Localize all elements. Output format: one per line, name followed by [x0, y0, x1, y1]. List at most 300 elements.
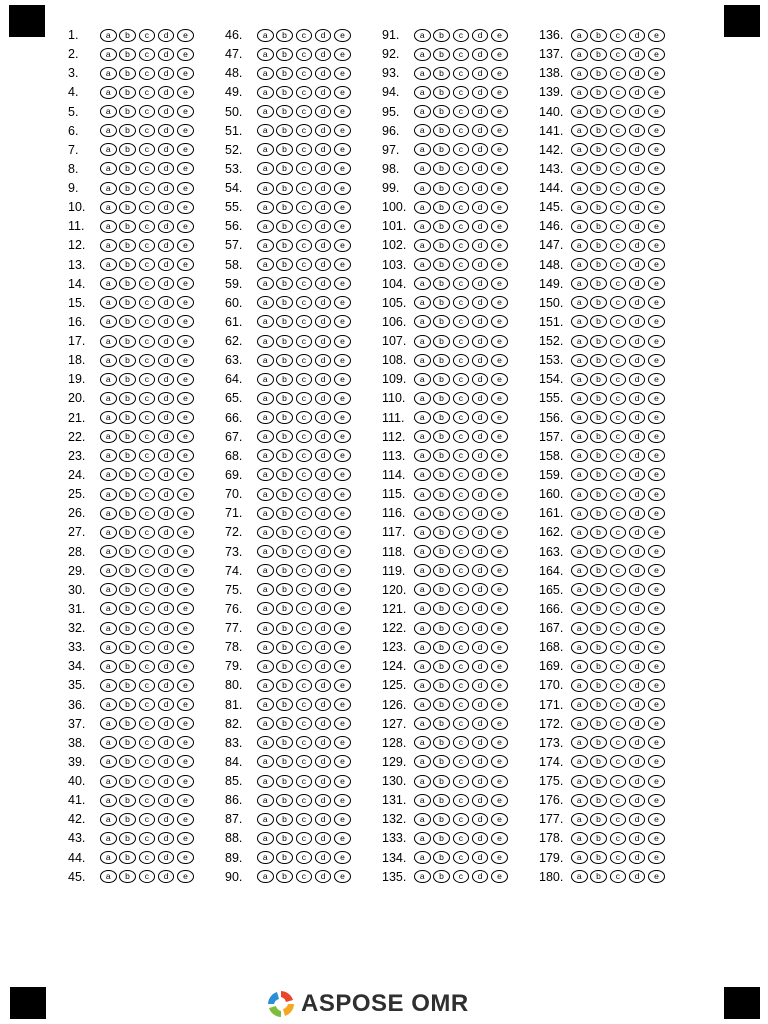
answer-bubble-b[interactable]: b	[590, 564, 607, 577]
answer-bubble-e[interactable]: e	[177, 277, 194, 290]
answer-bubble-b[interactable]: b	[119, 143, 136, 156]
answer-bubble-c[interactable]: c	[296, 755, 313, 768]
answer-bubble-e[interactable]: e	[177, 430, 194, 443]
answer-bubble-a[interactable]: a	[414, 717, 431, 730]
answer-bubble-a[interactable]: a	[414, 755, 431, 768]
answer-bubble-e[interactable]: e	[648, 775, 665, 788]
answer-bubble-e[interactable]: e	[334, 201, 351, 214]
answer-bubble-d[interactable]: d	[472, 583, 489, 596]
answer-bubble-b[interactable]: b	[276, 679, 293, 692]
answer-bubble-b[interactable]: b	[276, 488, 293, 501]
answer-bubble-c[interactable]: c	[453, 373, 470, 386]
answer-bubble-e[interactable]: e	[491, 679, 508, 692]
answer-bubble-a[interactable]: a	[257, 277, 274, 290]
answer-bubble-a[interactable]: a	[414, 794, 431, 807]
answer-bubble-c[interactable]: c	[453, 870, 470, 883]
answer-bubble-e[interactable]: e	[648, 392, 665, 405]
answer-bubble-d[interactable]: d	[158, 86, 175, 99]
answer-bubble-a[interactable]: a	[571, 411, 588, 424]
answer-bubble-a[interactable]: a	[414, 813, 431, 826]
answer-bubble-d[interactable]: d	[472, 162, 489, 175]
answer-bubble-c[interactable]: c	[610, 755, 627, 768]
answer-bubble-c[interactable]: c	[610, 507, 627, 520]
answer-bubble-b[interactable]: b	[119, 679, 136, 692]
answer-bubble-c[interactable]: c	[610, 526, 627, 539]
answer-bubble-b[interactable]: b	[276, 392, 293, 405]
answer-bubble-a[interactable]: a	[100, 736, 117, 749]
answer-bubble-d[interactable]: d	[629, 277, 646, 290]
answer-bubble-e[interactable]: e	[334, 545, 351, 558]
answer-bubble-e[interactable]: e	[177, 717, 194, 730]
answer-bubble-c[interactable]: c	[296, 449, 313, 462]
answer-bubble-a[interactable]: a	[571, 48, 588, 61]
answer-bubble-a[interactable]: a	[257, 29, 274, 42]
answer-bubble-d[interactable]: d	[472, 105, 489, 118]
answer-bubble-a[interactable]: a	[100, 162, 117, 175]
answer-bubble-c[interactable]: c	[610, 411, 627, 424]
answer-bubble-b[interactable]: b	[433, 124, 450, 137]
answer-bubble-b[interactable]: b	[590, 182, 607, 195]
answer-bubble-b[interactable]: b	[590, 622, 607, 635]
answer-bubble-b[interactable]: b	[433, 468, 450, 481]
answer-bubble-e[interactable]: e	[334, 86, 351, 99]
answer-bubble-d[interactable]: d	[629, 794, 646, 807]
answer-bubble-d[interactable]: d	[629, 622, 646, 635]
answer-bubble-d[interactable]: d	[629, 449, 646, 462]
answer-bubble-e[interactable]: e	[334, 507, 351, 520]
answer-bubble-e[interactable]: e	[491, 239, 508, 252]
answer-bubble-a[interactable]: a	[414, 488, 431, 501]
answer-bubble-e[interactable]: e	[491, 794, 508, 807]
answer-bubble-b[interactable]: b	[119, 277, 136, 290]
answer-bubble-a[interactable]: a	[257, 755, 274, 768]
answer-bubble-a[interactable]: a	[100, 182, 117, 195]
answer-bubble-b[interactable]: b	[433, 736, 450, 749]
answer-bubble-a[interactable]: a	[100, 201, 117, 214]
answer-bubble-e[interactable]: e	[177, 564, 194, 577]
answer-bubble-b[interactable]: b	[276, 48, 293, 61]
answer-bubble-d[interactable]: d	[629, 488, 646, 501]
answer-bubble-c[interactable]: c	[139, 449, 156, 462]
answer-bubble-a[interactable]: a	[414, 354, 431, 367]
answer-bubble-d[interactable]: d	[315, 277, 332, 290]
answer-bubble-d[interactable]: d	[315, 182, 332, 195]
answer-bubble-b[interactable]: b	[590, 201, 607, 214]
answer-bubble-a[interactable]: a	[571, 258, 588, 271]
answer-bubble-b[interactable]: b	[119, 296, 136, 309]
answer-bubble-e[interactable]: e	[491, 277, 508, 290]
answer-bubble-b[interactable]: b	[590, 258, 607, 271]
answer-bubble-b[interactable]: b	[119, 373, 136, 386]
answer-bubble-a[interactable]: a	[571, 373, 588, 386]
answer-bubble-a[interactable]: a	[100, 507, 117, 520]
answer-bubble-b[interactable]: b	[590, 602, 607, 615]
answer-bubble-c[interactable]: c	[453, 392, 470, 405]
answer-bubble-a[interactable]: a	[414, 411, 431, 424]
answer-bubble-c[interactable]: c	[139, 315, 156, 328]
answer-bubble-e[interactable]: e	[334, 162, 351, 175]
answer-bubble-a[interactable]: a	[257, 545, 274, 558]
answer-bubble-d[interactable]: d	[158, 430, 175, 443]
answer-bubble-c[interactable]: c	[453, 354, 470, 367]
answer-bubble-c[interactable]: c	[296, 296, 313, 309]
answer-bubble-d[interactable]: d	[629, 143, 646, 156]
answer-bubble-c[interactable]: c	[296, 736, 313, 749]
answer-bubble-d[interactable]: d	[629, 48, 646, 61]
answer-bubble-b[interactable]: b	[119, 660, 136, 673]
answer-bubble-a[interactable]: a	[100, 392, 117, 405]
answer-bubble-b[interactable]: b	[119, 602, 136, 615]
answer-bubble-e[interactable]: e	[334, 373, 351, 386]
answer-bubble-d[interactable]: d	[629, 755, 646, 768]
answer-bubble-d[interactable]: d	[472, 239, 489, 252]
answer-bubble-d[interactable]: d	[158, 411, 175, 424]
answer-bubble-c[interactable]: c	[453, 143, 470, 156]
answer-bubble-b[interactable]: b	[119, 29, 136, 42]
answer-bubble-a[interactable]: a	[257, 488, 274, 501]
answer-bubble-c[interactable]: c	[296, 813, 313, 826]
answer-bubble-c[interactable]: c	[610, 717, 627, 730]
answer-bubble-b[interactable]: b	[276, 354, 293, 367]
answer-bubble-b[interactable]: b	[590, 698, 607, 711]
answer-bubble-d[interactable]: d	[315, 86, 332, 99]
answer-bubble-d[interactable]: d	[158, 526, 175, 539]
answer-bubble-c[interactable]: c	[139, 851, 156, 864]
answer-bubble-d[interactable]: d	[158, 67, 175, 80]
answer-bubble-d[interactable]: d	[472, 67, 489, 80]
answer-bubble-e[interactable]: e	[491, 335, 508, 348]
answer-bubble-c[interactable]: c	[610, 296, 627, 309]
answer-bubble-b[interactable]: b	[119, 717, 136, 730]
answer-bubble-b[interactable]: b	[119, 870, 136, 883]
answer-bubble-d[interactable]: d	[158, 755, 175, 768]
answer-bubble-d[interactable]: d	[158, 736, 175, 749]
answer-bubble-d[interactable]: d	[315, 507, 332, 520]
answer-bubble-e[interactable]: e	[177, 411, 194, 424]
answer-bubble-e[interactable]: e	[177, 86, 194, 99]
answer-bubble-b[interactable]: b	[433, 162, 450, 175]
answer-bubble-c[interactable]: c	[610, 622, 627, 635]
answer-bubble-c[interactable]: c	[610, 182, 627, 195]
answer-bubble-c[interactable]: c	[610, 545, 627, 558]
answer-bubble-a[interactable]: a	[414, 258, 431, 271]
answer-bubble-d[interactable]: d	[472, 679, 489, 692]
answer-bubble-c[interactable]: c	[139, 602, 156, 615]
answer-bubble-d[interactable]: d	[158, 182, 175, 195]
answer-bubble-d[interactable]: d	[315, 220, 332, 233]
answer-bubble-b[interactable]: b	[433, 201, 450, 214]
answer-bubble-e[interactable]: e	[648, 870, 665, 883]
answer-bubble-d[interactable]: d	[315, 851, 332, 864]
answer-bubble-d[interactable]: d	[158, 832, 175, 845]
answer-bubble-a[interactable]: a	[414, 392, 431, 405]
answer-bubble-e[interactable]: e	[334, 335, 351, 348]
answer-bubble-b[interactable]: b	[276, 794, 293, 807]
answer-bubble-c[interactable]: c	[296, 641, 313, 654]
answer-bubble-e[interactable]: e	[648, 411, 665, 424]
answer-bubble-d[interactable]: d	[629, 392, 646, 405]
answer-bubble-e[interactable]: e	[648, 526, 665, 539]
answer-bubble-b[interactable]: b	[590, 392, 607, 405]
answer-bubble-e[interactable]: e	[648, 220, 665, 233]
answer-bubble-c[interactable]: c	[139, 373, 156, 386]
answer-bubble-d[interactable]: d	[315, 29, 332, 42]
answer-bubble-d[interactable]: d	[472, 124, 489, 137]
answer-bubble-d[interactable]: d	[629, 67, 646, 80]
answer-bubble-c[interactable]: c	[296, 526, 313, 539]
answer-bubble-d[interactable]: d	[472, 335, 489, 348]
answer-bubble-b[interactable]: b	[276, 870, 293, 883]
answer-bubble-b[interactable]: b	[119, 220, 136, 233]
answer-bubble-b[interactable]: b	[433, 622, 450, 635]
answer-bubble-e[interactable]: e	[491, 220, 508, 233]
answer-bubble-c[interactable]: c	[139, 335, 156, 348]
answer-bubble-e[interactable]: e	[648, 335, 665, 348]
answer-bubble-b[interactable]: b	[119, 411, 136, 424]
answer-bubble-d[interactable]: d	[472, 468, 489, 481]
answer-bubble-b[interactable]: b	[119, 794, 136, 807]
answer-bubble-c[interactable]: c	[453, 258, 470, 271]
answer-bubble-e[interactable]: e	[334, 832, 351, 845]
answer-bubble-b[interactable]: b	[119, 564, 136, 577]
answer-bubble-e[interactable]: e	[491, 67, 508, 80]
answer-bubble-a[interactable]: a	[571, 622, 588, 635]
answer-bubble-c[interactable]: c	[296, 870, 313, 883]
answer-bubble-d[interactable]: d	[629, 430, 646, 443]
answer-bubble-a[interactable]: a	[100, 813, 117, 826]
answer-bubble-b[interactable]: b	[119, 201, 136, 214]
answer-bubble-a[interactable]: a	[100, 755, 117, 768]
answer-bubble-c[interactable]: c	[453, 775, 470, 788]
answer-bubble-e[interactable]: e	[491, 507, 508, 520]
answer-bubble-a[interactable]: a	[571, 67, 588, 80]
answer-bubble-b[interactable]: b	[119, 258, 136, 271]
answer-bubble-a[interactable]: a	[414, 660, 431, 673]
answer-bubble-c[interactable]: c	[453, 182, 470, 195]
answer-bubble-a[interactable]: a	[414, 622, 431, 635]
answer-bubble-c[interactable]: c	[296, 507, 313, 520]
answer-bubble-a[interactable]: a	[100, 315, 117, 328]
answer-bubble-a[interactable]: a	[257, 641, 274, 654]
answer-bubble-a[interactable]: a	[571, 526, 588, 539]
answer-bubble-b[interactable]: b	[433, 220, 450, 233]
answer-bubble-d[interactable]: d	[158, 698, 175, 711]
answer-bubble-c[interactable]: c	[296, 86, 313, 99]
answer-bubble-d[interactable]: d	[472, 315, 489, 328]
answer-bubble-e[interactable]: e	[334, 583, 351, 596]
answer-bubble-d[interactable]: d	[158, 354, 175, 367]
answer-bubble-d[interactable]: d	[158, 124, 175, 137]
answer-bubble-e[interactable]: e	[334, 717, 351, 730]
answer-bubble-a[interactable]: a	[414, 220, 431, 233]
answer-bubble-c[interactable]: c	[139, 354, 156, 367]
answer-bubble-c[interactable]: c	[610, 564, 627, 577]
answer-bubble-d[interactable]: d	[629, 870, 646, 883]
answer-bubble-c[interactable]: c	[453, 468, 470, 481]
answer-bubble-d[interactable]: d	[315, 162, 332, 175]
answer-bubble-d[interactable]: d	[315, 755, 332, 768]
answer-bubble-c[interactable]: c	[610, 48, 627, 61]
answer-bubble-e[interactable]: e	[334, 296, 351, 309]
answer-bubble-c[interactable]: c	[610, 602, 627, 615]
answer-bubble-d[interactable]: d	[472, 641, 489, 654]
answer-bubble-a[interactable]: a	[571, 86, 588, 99]
answer-bubble-e[interactable]: e	[334, 526, 351, 539]
answer-bubble-c[interactable]: c	[453, 832, 470, 845]
answer-bubble-c[interactable]: c	[453, 602, 470, 615]
answer-bubble-d[interactable]: d	[315, 67, 332, 80]
answer-bubble-d[interactable]: d	[472, 775, 489, 788]
answer-bubble-d[interactable]: d	[472, 755, 489, 768]
answer-bubble-b[interactable]: b	[433, 277, 450, 290]
answer-bubble-b[interactable]: b	[119, 813, 136, 826]
answer-bubble-c[interactable]: c	[610, 468, 627, 481]
answer-bubble-b[interactable]: b	[590, 239, 607, 252]
answer-bubble-c[interactable]: c	[139, 870, 156, 883]
answer-bubble-d[interactable]: d	[315, 775, 332, 788]
answer-bubble-d[interactable]: d	[315, 813, 332, 826]
answer-bubble-e[interactable]: e	[491, 162, 508, 175]
answer-bubble-a[interactable]: a	[257, 105, 274, 118]
answer-bubble-a[interactable]: a	[571, 354, 588, 367]
answer-bubble-e[interactable]: e	[177, 775, 194, 788]
answer-bubble-b[interactable]: b	[433, 832, 450, 845]
answer-bubble-b[interactable]: b	[119, 641, 136, 654]
answer-bubble-a[interactable]: a	[257, 602, 274, 615]
answer-bubble-e[interactable]: e	[177, 392, 194, 405]
answer-bubble-e[interactable]: e	[648, 736, 665, 749]
answer-bubble-b[interactable]: b	[276, 86, 293, 99]
answer-bubble-a[interactable]: a	[100, 277, 117, 290]
answer-bubble-a[interactable]: a	[414, 583, 431, 596]
answer-bubble-d[interactable]: d	[315, 105, 332, 118]
answer-bubble-b[interactable]: b	[119, 545, 136, 558]
answer-bubble-c[interactable]: c	[453, 794, 470, 807]
answer-bubble-b[interactable]: b	[119, 48, 136, 61]
answer-bubble-b[interactable]: b	[590, 755, 607, 768]
answer-bubble-d[interactable]: d	[629, 182, 646, 195]
answer-bubble-a[interactable]: a	[257, 870, 274, 883]
answer-bubble-d[interactable]: d	[315, 679, 332, 692]
answer-bubble-d[interactable]: d	[472, 430, 489, 443]
answer-bubble-d[interactable]: d	[158, 717, 175, 730]
answer-bubble-e[interactable]: e	[491, 354, 508, 367]
answer-bubble-c[interactable]: c	[296, 430, 313, 443]
answer-bubble-a[interactable]: a	[100, 660, 117, 673]
answer-bubble-b[interactable]: b	[433, 430, 450, 443]
answer-bubble-d[interactable]: d	[472, 526, 489, 539]
answer-bubble-d[interactable]: d	[629, 315, 646, 328]
answer-bubble-e[interactable]: e	[648, 105, 665, 118]
answer-bubble-a[interactable]: a	[100, 67, 117, 80]
answer-bubble-b[interactable]: b	[119, 239, 136, 252]
answer-bubble-b[interactable]: b	[119, 105, 136, 118]
answer-bubble-a[interactable]: a	[571, 143, 588, 156]
answer-bubble-e[interactable]: e	[648, 162, 665, 175]
answer-bubble-b[interactable]: b	[433, 794, 450, 807]
answer-bubble-e[interactable]: e	[334, 622, 351, 635]
answer-bubble-d[interactable]: d	[629, 335, 646, 348]
answer-bubble-b[interactable]: b	[276, 775, 293, 788]
answer-bubble-a[interactable]: a	[257, 143, 274, 156]
answer-bubble-c[interactable]: c	[296, 48, 313, 61]
answer-bubble-c[interactable]: c	[139, 564, 156, 577]
answer-bubble-b[interactable]: b	[276, 717, 293, 730]
answer-bubble-a[interactable]: a	[571, 698, 588, 711]
answer-bubble-e[interactable]: e	[177, 660, 194, 673]
answer-bubble-d[interactable]: d	[629, 373, 646, 386]
answer-bubble-a[interactable]: a	[100, 296, 117, 309]
answer-bubble-d[interactable]: d	[158, 315, 175, 328]
answer-bubble-b[interactable]: b	[590, 583, 607, 596]
answer-bubble-a[interactable]: a	[571, 29, 588, 42]
answer-bubble-c[interactable]: c	[296, 583, 313, 596]
answer-bubble-a[interactable]: a	[571, 182, 588, 195]
answer-bubble-e[interactable]: e	[648, 622, 665, 635]
answer-bubble-a[interactable]: a	[571, 717, 588, 730]
answer-bubble-a[interactable]: a	[571, 468, 588, 481]
answer-bubble-a[interactable]: a	[571, 162, 588, 175]
answer-bubble-e[interactable]: e	[334, 48, 351, 61]
answer-bubble-b[interactable]: b	[119, 124, 136, 137]
answer-bubble-e[interactable]: e	[491, 698, 508, 711]
answer-bubble-b[interactable]: b	[276, 162, 293, 175]
answer-bubble-d[interactable]: d	[629, 220, 646, 233]
answer-bubble-a[interactable]: a	[100, 48, 117, 61]
answer-bubble-b[interactable]: b	[276, 755, 293, 768]
answer-bubble-d[interactable]: d	[629, 29, 646, 42]
answer-bubble-b[interactable]: b	[276, 67, 293, 80]
answer-bubble-a[interactable]: a	[571, 545, 588, 558]
answer-bubble-b[interactable]: b	[276, 564, 293, 577]
answer-bubble-a[interactable]: a	[571, 602, 588, 615]
answer-bubble-a[interactable]: a	[414, 564, 431, 577]
answer-bubble-a[interactable]: a	[414, 698, 431, 711]
answer-bubble-a[interactable]: a	[571, 220, 588, 233]
answer-bubble-c[interactable]: c	[139, 48, 156, 61]
answer-bubble-c[interactable]: c	[139, 583, 156, 596]
answer-bubble-e[interactable]: e	[334, 468, 351, 481]
answer-bubble-c[interactable]: c	[296, 468, 313, 481]
answer-bubble-c[interactable]: c	[296, 794, 313, 807]
answer-bubble-d[interactable]: d	[315, 794, 332, 807]
answer-bubble-b[interactable]: b	[590, 143, 607, 156]
answer-bubble-a[interactable]: a	[414, 105, 431, 118]
answer-bubble-b[interactable]: b	[433, 29, 450, 42]
answer-bubble-e[interactable]: e	[491, 660, 508, 673]
answer-bubble-c[interactable]: c	[139, 622, 156, 635]
answer-bubble-b[interactable]: b	[276, 641, 293, 654]
answer-bubble-b[interactable]: b	[119, 392, 136, 405]
answer-bubble-d[interactable]: d	[158, 449, 175, 462]
answer-bubble-b[interactable]: b	[590, 468, 607, 481]
answer-bubble-e[interactable]: e	[648, 86, 665, 99]
answer-bubble-a[interactable]: a	[414, 29, 431, 42]
answer-bubble-b[interactable]: b	[276, 124, 293, 137]
answer-bubble-c[interactable]: c	[453, 86, 470, 99]
answer-bubble-d[interactable]: d	[472, 870, 489, 883]
answer-bubble-c[interactable]: c	[610, 870, 627, 883]
answer-bubble-b[interactable]: b	[590, 507, 607, 520]
answer-bubble-d[interactable]: d	[158, 201, 175, 214]
answer-bubble-a[interactable]: a	[257, 526, 274, 539]
answer-bubble-d[interactable]: d	[629, 736, 646, 749]
answer-bubble-b[interactable]: b	[433, 507, 450, 520]
answer-bubble-b[interactable]: b	[433, 755, 450, 768]
answer-bubble-e[interactable]: e	[177, 449, 194, 462]
answer-bubble-b[interactable]: b	[119, 583, 136, 596]
answer-bubble-d[interactable]: d	[472, 660, 489, 673]
